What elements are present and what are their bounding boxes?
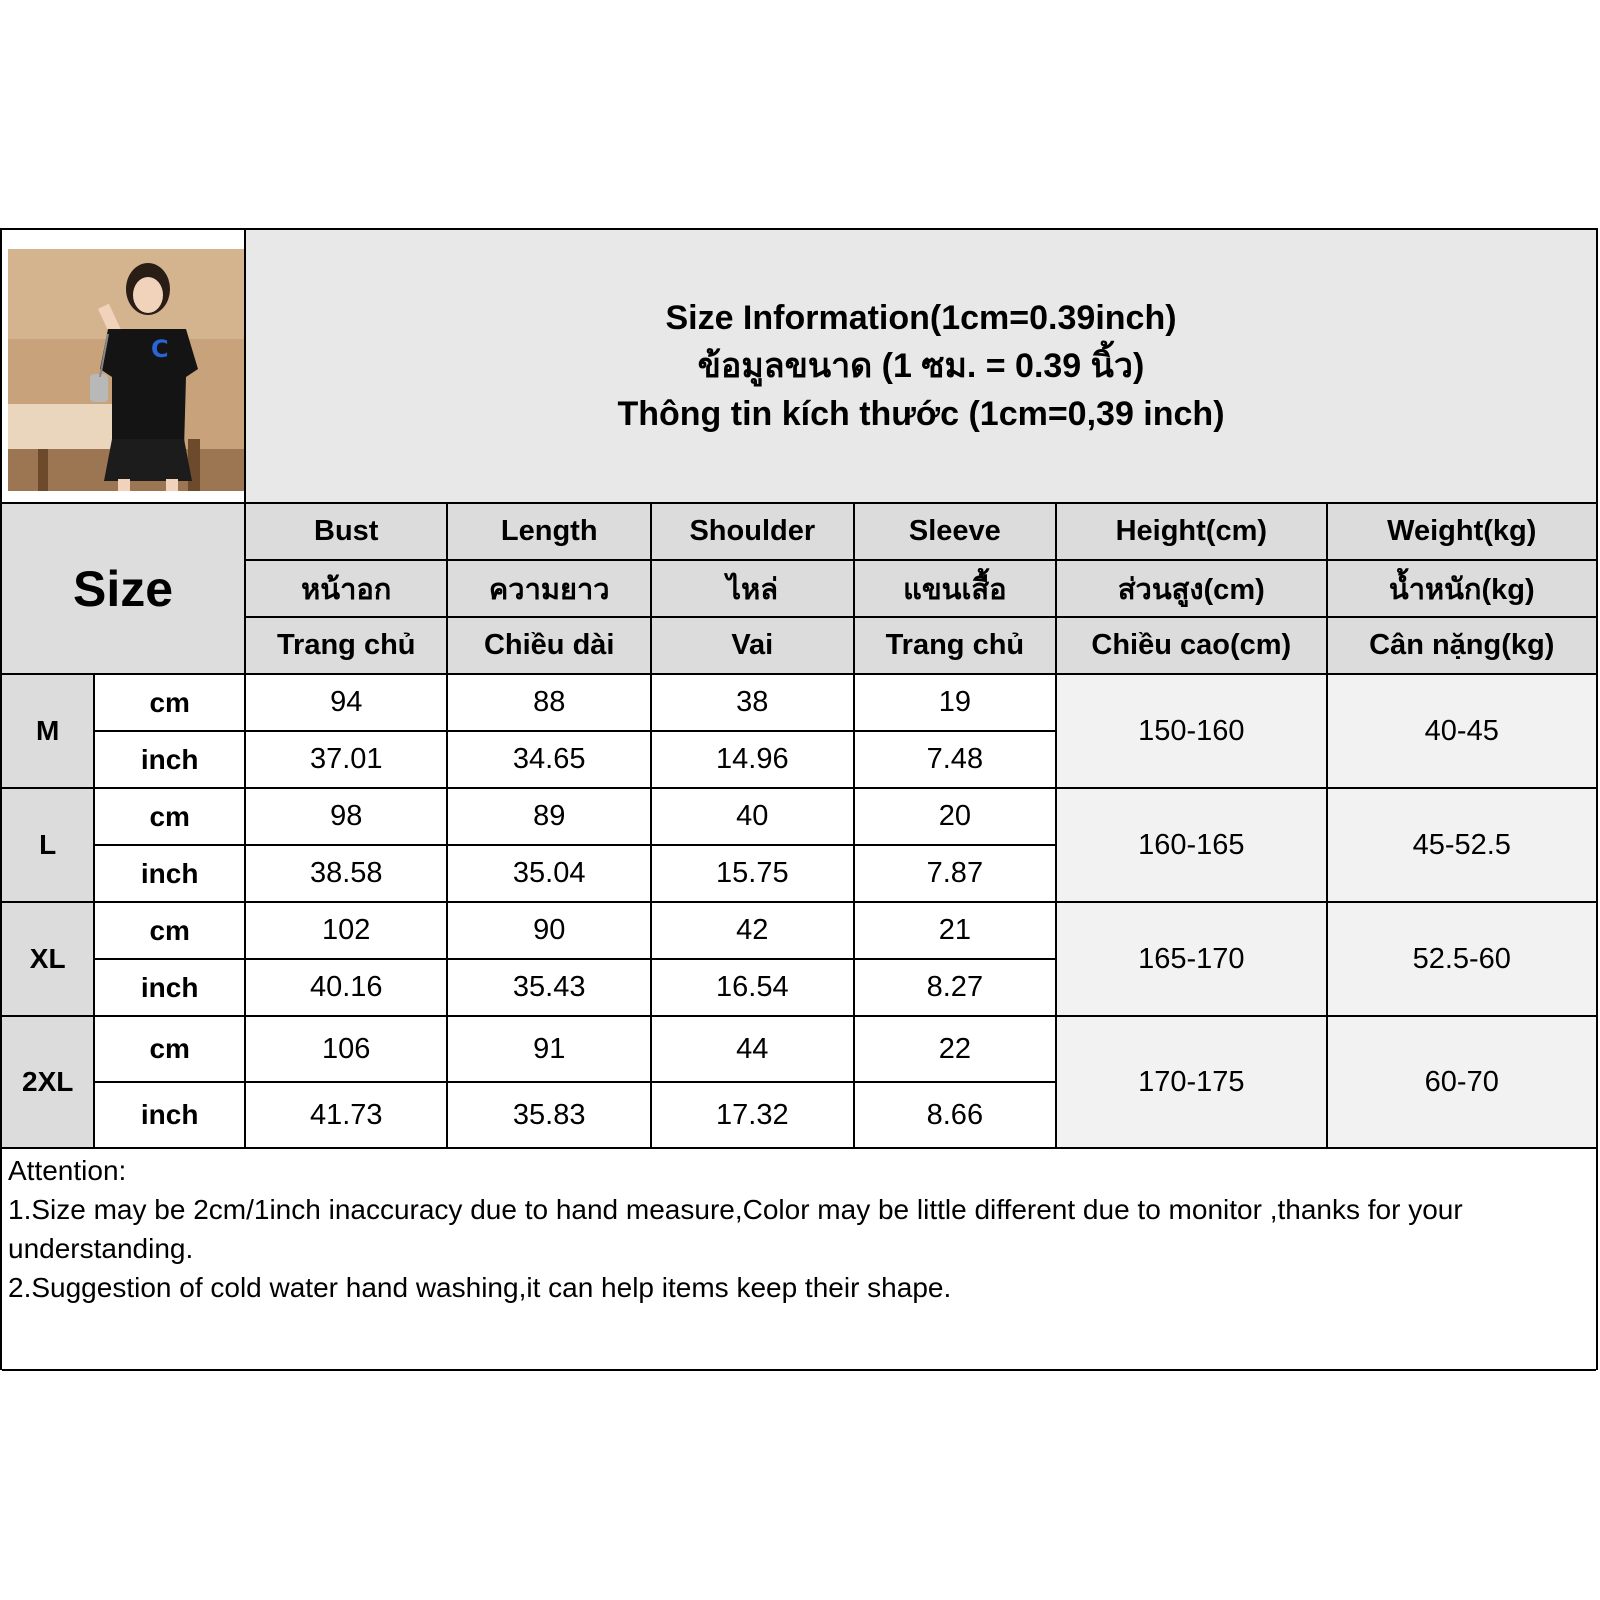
table-row [2, 788, 1596, 845]
col-bust-vi: Trang chủ [245, 617, 447, 674]
value-cell: 94 [245, 674, 447, 731]
height-range: 150-160 [1056, 674, 1326, 788]
unit-inch: inch [94, 731, 245, 788]
value-cell: 35.83 [447, 1082, 651, 1148]
notes-line-1: 1.Size may be 2cm/1inch inaccuracy due to hand measure,Color may be little different due to monitor ,thanks for your understanding. [8, 1194, 1463, 1264]
value-cell: 14.96 [651, 731, 854, 788]
product-photo-cell [2, 230, 245, 503]
title-en: Size Information(1cm=0.39inch) [665, 299, 1177, 337]
weight-range: 40-45 [1327, 674, 1596, 788]
value-cell: 35.04 [447, 845, 651, 902]
col-shoulder-th: ไหล่ [651, 560, 854, 617]
col-sleeve-th: แขนเสื้อ [854, 560, 1056, 617]
unit-inch: inch [94, 845, 245, 902]
value-cell: 38.58 [245, 845, 447, 902]
size-label-xl: XL [2, 902, 94, 1016]
weight-range: 45-52.5 [1327, 788, 1596, 902]
shirt-logo: C [151, 335, 169, 363]
value-cell: 38 [651, 674, 854, 731]
col-length-vi: Chiều dài [447, 617, 651, 674]
value-cell: 41.73 [245, 1082, 447, 1148]
value-cell: 35.43 [447, 959, 651, 1016]
value-cell: 19 [854, 674, 1056, 731]
size-label-l: L [2, 788, 94, 902]
value-cell: 17.32 [651, 1082, 854, 1148]
title-cell [245, 230, 1596, 503]
value-cell: 40 [651, 788, 854, 845]
value-cell: 98 [245, 788, 447, 845]
value-cell: 90 [447, 902, 651, 959]
value-cell: 8.66 [854, 1082, 1056, 1148]
col-height-vi: Chiều cao(cm) [1056, 617, 1326, 674]
notes-heading: Attention: [8, 1155, 127, 1186]
unit-inch: inch [94, 1082, 245, 1148]
unit-inch: inch [94, 959, 245, 1016]
col-shoulder-vi: Vai [651, 617, 854, 674]
value-cell: 40.16 [245, 959, 447, 1016]
height-range: 170-175 [1056, 1016, 1326, 1148]
value-cell: 21 [854, 902, 1056, 959]
title-th: ข้อมูลขนาด (1 ซม. = 0.39 นิ้ว) [697, 347, 1145, 385]
notes-line-2: 2.Suggestion of cold water hand washing,it can help items keep their shape. [8, 1272, 952, 1303]
col-sleeve-vi: Trang chủ [854, 617, 1056, 674]
unit-cm: cm [94, 788, 245, 845]
size-table [2, 230, 1596, 1371]
value-cell: 15.75 [651, 845, 854, 902]
value-cell: 22 [854, 1016, 1056, 1082]
value-cell: 42 [651, 902, 854, 959]
value-cell: 91 [447, 1016, 651, 1082]
model-photo-illustration [8, 249, 244, 491]
value-cell: 102 [245, 902, 447, 959]
value-cell: 88 [447, 674, 651, 731]
value-cell: 89 [447, 788, 651, 845]
col-bust-th: หน้าอก [245, 560, 447, 617]
size-label-m: M [2, 674, 94, 788]
product-photo [8, 249, 244, 491]
value-cell: 20 [854, 788, 1056, 845]
table-row [2, 1016, 1596, 1082]
size-header: Size [2, 503, 245, 674]
weight-range: 60-70 [1327, 1016, 1596, 1148]
col-length-th: ความยาว [447, 560, 651, 617]
title-vi: Thông tin kích thước (1cm=0,39 inch) [617, 395, 1225, 433]
table-row [2, 674, 1596, 731]
value-cell: 7.87 [854, 845, 1056, 902]
value-cell: 44 [651, 1016, 854, 1082]
col-shoulder-en: Shoulder [651, 503, 854, 560]
unit-cm: cm [94, 1016, 245, 1082]
height-range: 165-170 [1056, 902, 1326, 1016]
col-weight-vi: Cân nặng(kg) [1327, 617, 1596, 674]
col-height-th: ส่วนสูง(cm) [1056, 560, 1326, 617]
col-length-en: Length [447, 503, 651, 560]
col-height-en: Height(cm) [1056, 503, 1326, 560]
value-cell: 8.27 [854, 959, 1056, 1016]
attention-notes [2, 1148, 1596, 1370]
col-weight-th: น้ำหนัก(kg) [1327, 560, 1596, 617]
unit-cm: cm [94, 902, 245, 959]
size-label-2xl: 2XL [2, 1016, 94, 1148]
col-sleeve-en: Sleeve [854, 503, 1056, 560]
col-weight-en: Weight(kg) [1327, 503, 1596, 560]
height-range: 160-165 [1056, 788, 1326, 902]
unit-cm: cm [94, 674, 245, 731]
size-chart [0, 228, 1598, 1370]
weight-range: 52.5-60 [1327, 902, 1596, 1016]
value-cell: 34.65 [447, 731, 651, 788]
col-bust-en: Bust [245, 503, 447, 560]
table-row [2, 902, 1596, 959]
value-cell: 37.01 [245, 731, 447, 788]
value-cell: 7.48 [854, 731, 1056, 788]
value-cell: 16.54 [651, 959, 854, 1016]
value-cell: 106 [245, 1016, 447, 1082]
